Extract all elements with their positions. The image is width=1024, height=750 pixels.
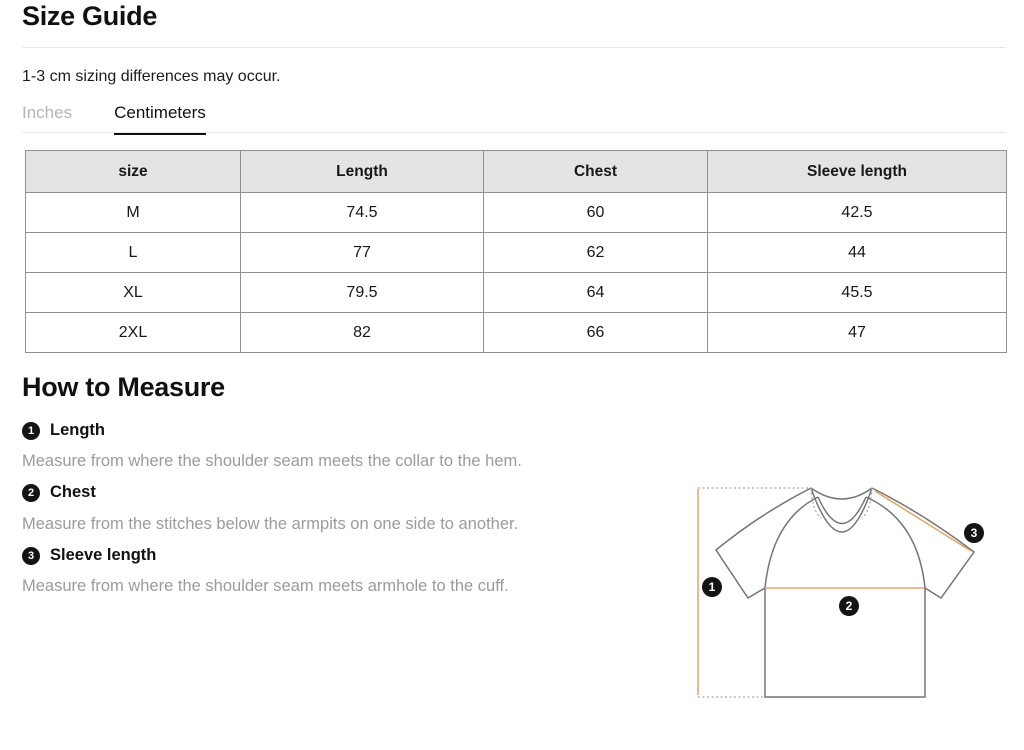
cell-sleeve: 47 [708, 313, 1007, 353]
measurement-guide-dotted-lines [698, 488, 872, 697]
cell-size: 2XL [26, 313, 241, 353]
cell-chest: 66 [484, 313, 708, 353]
tab-centimeters[interactable]: Centimeters [114, 103, 206, 135]
measure-item-sleeve-length [22, 546, 156, 565]
cell-length: 82 [241, 313, 484, 353]
measure-item-description: Measure from the stitches below the armpits on one side to another. [22, 515, 519, 533]
cell-sleeve: 44 [708, 233, 1007, 273]
col-header-chest: Chest [484, 151, 708, 193]
table-row [26, 313, 1007, 353]
size-table [25, 150, 1007, 353]
number-1-icon: 1 [22, 422, 40, 440]
tshirt-diagram-svg [690, 480, 1010, 710]
table-header-row [26, 151, 1007, 193]
cell-size: M [26, 193, 241, 233]
cell-sleeve: 42.5 [708, 193, 1007, 233]
table-row [26, 273, 1007, 313]
col-header-length: Length [241, 151, 484, 193]
diagram-marker-3: 3 [964, 523, 984, 543]
measure-item-description: Measure from where the shoulder seam meets armhole to the cuff. [22, 577, 509, 595]
how-to-measure-title: How to Measure [22, 372, 225, 402]
cell-chest: 64 [484, 273, 708, 313]
col-header-sleeve-length: Sleeve length [708, 151, 1007, 193]
diagram-marker-1: 1 [702, 577, 722, 597]
number-3-icon: 3 [22, 547, 40, 565]
measure-item-label: Length [50, 421, 105, 439]
measure-item-label: Chest [50, 483, 96, 501]
cell-sleeve: 45.5 [708, 273, 1007, 313]
unit-tabs [22, 103, 206, 135]
cell-length: 74.5 [241, 193, 484, 233]
header-divider [22, 47, 1006, 48]
table-row [26, 233, 1007, 273]
measure-item-description: Measure from where the shoulder seam meets the collar to the hem. [22, 452, 522, 470]
cell-length: 77 [241, 233, 484, 273]
col-header-size: size [26, 151, 241, 193]
page-title: Size Guide [22, 1, 158, 31]
cell-chest: 62 [484, 233, 708, 273]
tabs-divider [22, 132, 1006, 133]
sizing-note: 1-3 cm sizing differences may occur. [22, 68, 281, 85]
cell-chest: 60 [484, 193, 708, 233]
measure-item-label: Sleeve length [50, 546, 157, 564]
measure-item-length [22, 421, 105, 440]
cell-length: 79.5 [241, 273, 484, 313]
table-row [26, 193, 1007, 233]
tshirt-outline [716, 488, 974, 697]
tab-inches[interactable]: Inches [22, 103, 73, 122]
number-2-icon: 2 [22, 484, 40, 502]
cell-size: XL [26, 273, 241, 313]
measure-item-chest [22, 483, 96, 502]
cell-size: L [26, 233, 241, 273]
tshirt-measurement-diagram [690, 480, 1010, 710]
diagram-marker-2: 2 [839, 596, 859, 616]
